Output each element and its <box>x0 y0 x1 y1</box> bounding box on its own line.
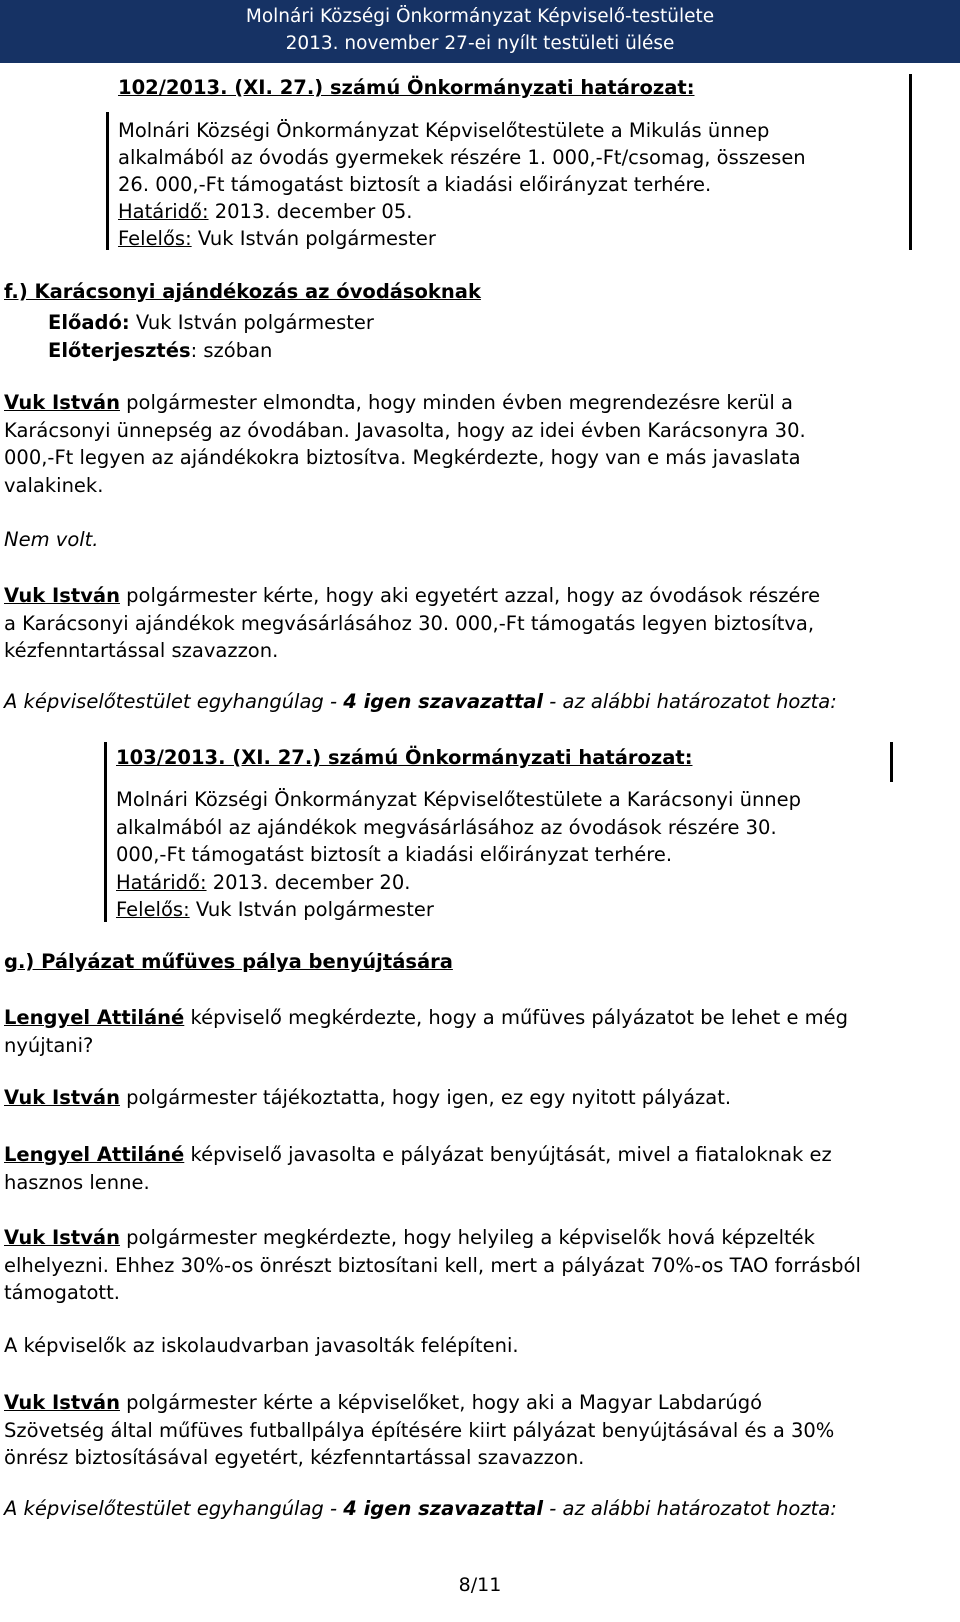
section-g-title: g.) Pályázat műfüves pálya benyújtására <box>4 950 453 973</box>
resolution-102-deadline: Határidő: 2013. december 05. <box>118 200 413 223</box>
section-f-presenter: Előadó: Vuk István polgármester <box>48 311 374 334</box>
section-g-paragraph-6: Vuk István polgármester kérte a képviselőket, hogy aki a Magyar Labdarúgó Szövetség által műfüves futballpálya építésére kiirt pályázat benyújtásával és a 30% önrész biztosításával egyetért, kézfenntartással szavazzon. <box>4 1391 835 1469</box>
resolution-103-left-border <box>104 742 107 922</box>
resolution-103-deadline: Határidő: 2013. december 20. <box>116 870 411 894</box>
section-f-submission: Előterjesztés: szóban <box>48 339 273 362</box>
resolution-102-right-border <box>909 74 912 250</box>
section-g-paragraph-3: Lengyel Attiláné képviselő javasolta e pályázat benyújtását, mivel a fiataloknak ez hasznos lenne. <box>4 1143 832 1194</box>
resolution-102-title: 102/2013. (XI. 27.) számú Önkormányzati határozat: <box>118 76 695 99</box>
section-f-title: f.) Karácsonyi ajándékozás az óvodásoknak <box>4 280 481 303</box>
section-f-vote: A képviselőtestület egyhangúlag - 4 igen szavazattal - az alábbi határozatot hozta: <box>4 690 837 713</box>
header-subtitle: 2013. november 27-ei nyílt testületi ülése <box>285 33 675 54</box>
header-title: Molnári Községi Önkormányzat Képviselő-testülete <box>245 6 715 27</box>
section-f-paragraph-1: Vuk István polgármester elmondta, hogy minden évben megrendezésre kerül a Karácsonyi ünnepség az óvodában. Javasolta, hogy az idei évben Karácsonyra 30. 000,-Ft legyen az ajándékokra biztosítva. Megkérdezte, hogy van e más javaslata valakinek. <box>4 391 806 497</box>
section-f-paragraph-3: Vuk István polgármester kérte, hogy aki egyetért azzal, hogy az óvodások részére a Karácsonyi ajándékok megvásárlásához 30. 000,-Ft támogatás legyen biztosítva, kézfenntartással szavazzon. <box>4 584 821 662</box>
resolution-103-title: 103/2013. (XI. 27.) számú Önkormányzati határozat: <box>116 746 693 769</box>
section-f-paragraph-2: Nem volt. <box>4 528 99 551</box>
resolution-103-right-border <box>890 742 893 782</box>
resolution-102-left-border <box>106 112 109 250</box>
section-g-vote: A képviselőtestület egyhangúlag - 4 igen szavazattal - az alábbi határozatot hozta: <box>4 1497 837 1520</box>
resolution-102-responsible: Felelős: Vuk István polgármester <box>118 227 436 250</box>
section-g-paragraph-4: Vuk István polgármester megkérdezte, hogy helyileg a képviselők hová képzelték elhelyezni. Ehhez 30%-os önrészt biztosítani kell, mert a pályázat 70%-os TAO forrásból támogatott. <box>4 1226 861 1304</box>
document-header <box>0 0 960 63</box>
resolution-103-text: Molnári Községi Önkormányzat Képviselőtestülete a Karácsonyi ünnep <box>116 788 802 811</box>
resolution-103-responsible: Felelős: Vuk István polgármester <box>116 898 434 921</box>
section-g-paragraph-1: Lengyel Attiláné képviselő megkérdezte, hogy a műfüves pályázatot be lehet e még nyújtani? <box>4 1006 849 1057</box>
section-g-paragraph-2: Vuk István polgármester tájékoztatta, hogy igen, ez egy nyitott pályázat. <box>4 1086 732 1109</box>
section-g-paragraph-5: A képviselők az iskolaudvarban javasolták felépíteni. <box>4 1334 519 1357</box>
page-number: 8/11 <box>458 1574 502 1596</box>
resolution-102-text: Molnári Községi Önkormányzat Képviselőtestülete a Mikulás ünnep <box>118 119 770 142</box>
